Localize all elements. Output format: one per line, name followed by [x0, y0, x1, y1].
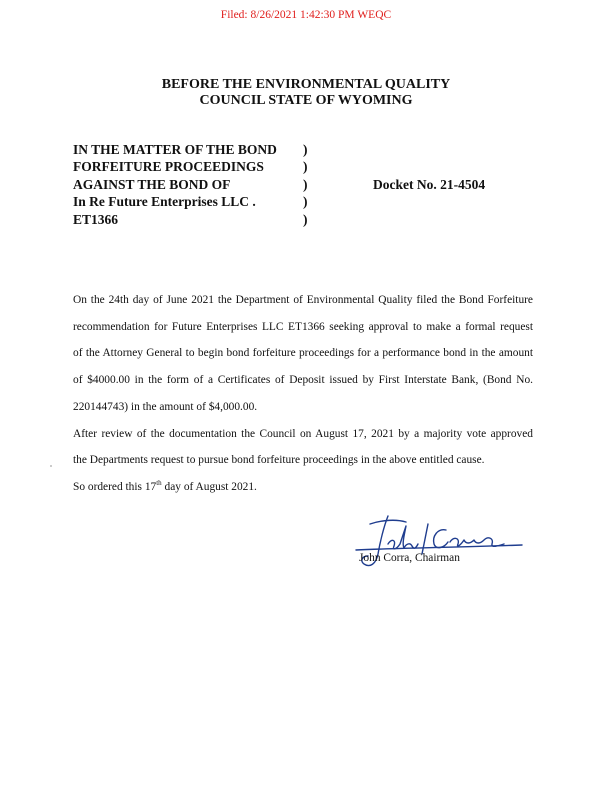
title-line-2: COUNCIL STATE OF WYOMING	[199, 93, 413, 108]
order-date-prefix: So ordered this 17	[73, 480, 157, 493]
signature-stroke	[450, 538, 504, 546]
signature-stroke	[422, 524, 428, 554]
caption-paren: )	[303, 194, 308, 210]
case-caption	[73, 141, 277, 228]
ordinal-suffix: th	[156, 479, 162, 488]
paragraph-recommendation	[73, 287, 533, 421]
order-date-end: day of August 2021.	[161, 480, 257, 493]
caption-line: In Re Future Enterprises LLC .	[73, 194, 256, 210]
caption-line: AGAINST THE BOND OF	[73, 176, 231, 192]
signatory-name: John Corra, Chairman	[359, 552, 460, 564]
signature-stroke	[434, 530, 448, 548]
caption-line: IN THE MATTER OF THE BOND	[73, 142, 277, 157]
body-line: of $4000.00 in the form of a Certificates of Deposit issued by First Interstate Bank, (Bond No.	[73, 374, 533, 387]
handwritten-signature	[348, 514, 528, 574]
body-line: 220144743) in the amount of $4,000.00.	[73, 400, 258, 413]
caption-paren: )	[303, 142, 308, 157]
caption-parentheses	[303, 141, 308, 228]
body-line: the Departments request to pursue bond forfeiture proceedings in the above entitled cause.	[73, 454, 485, 467]
docket-number: Docket No. 21-4504	[373, 177, 486, 192]
order-body	[73, 287, 533, 501]
document-title	[0, 77, 612, 109]
body-line: recommendation for Future Enterprises LLC ET1366 seeking approval to make a formal request	[73, 320, 533, 333]
filed-stamp: Filed: 8/26/2021 1:42:30 PM WEQC	[220, 9, 392, 21]
caption-line: ET1366	[73, 211, 119, 227]
caption-paren: )	[303, 211, 308, 227]
body-line: On the 24th day of June 2021 the Department of Environmental Quality filed the Bond Forfeiture	[73, 294, 533, 306]
signature-stroke	[356, 545, 522, 550]
body-line: of the Attorney General to begin bond forfeiture proceedings for a performance bond in the amount	[73, 347, 533, 360]
paragraph-approval	[73, 421, 533, 474]
paragraph-order-date	[73, 474, 533, 501]
signature-stroke	[388, 526, 418, 549]
caption-line: FORFEITURE PROCEEDINGS	[73, 159, 264, 175]
body-line: After review of the documentation the Council on August 17, 2021 by a majority vote approved	[73, 427, 533, 440]
signature-stroke	[370, 520, 406, 524]
caption-paren: )	[303, 159, 308, 175]
caption-paren: )	[303, 176, 308, 192]
title-line-1: BEFORE THE ENVIRONMENTAL QUALITY	[161, 77, 451, 92]
scan-speck	[50, 465, 52, 467]
